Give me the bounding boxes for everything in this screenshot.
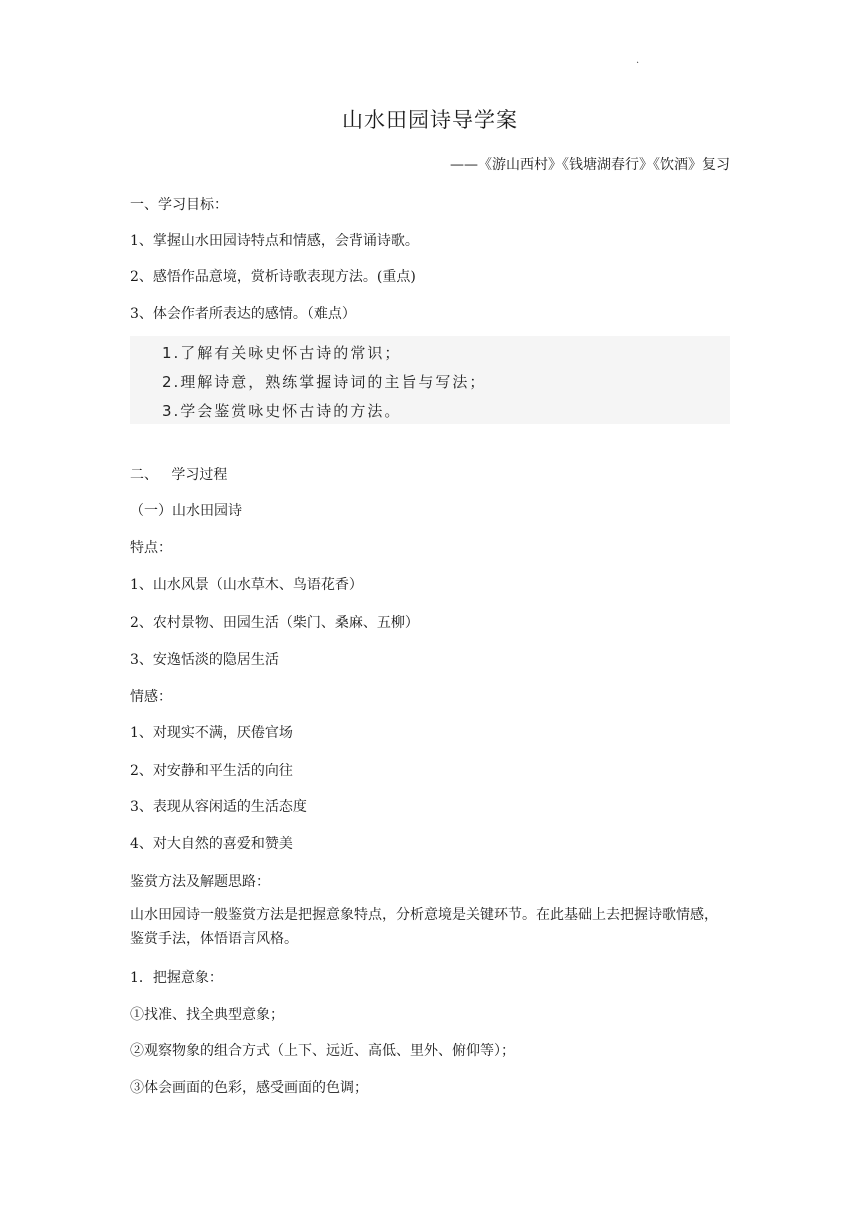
feature-item: 2、农村景物、田园生活（柴门、桑麻、五柳） (130, 615, 419, 631)
highlight-line: 1.了解有关咏史怀古诗的常识； (162, 344, 402, 362)
document-subtitle: ——《游山西村》《钱塘湖春行》《饮酒》复习 (450, 157, 730, 173)
document-title: 山水田园诗导学案 (342, 108, 518, 132)
emotion-item: 3、表现从容闲适的生活态度 (130, 799, 307, 815)
emotion-item: 4、对大自然的喜爱和赞美 (130, 836, 293, 852)
goal-item: 2、感悟作品意境，赏析诗歌表现方法。(重点) (130, 269, 416, 285)
emotion-item: 1、对现实不满，厌倦官场 (130, 725, 293, 741)
section-heading-process: 二、 学习过程 (130, 467, 228, 483)
highlight-line: 3.学会鉴赏咏史怀古诗的方法。 (162, 402, 402, 420)
section-heading-goals: 一、学习目标： (130, 197, 228, 213)
step1-item: ①找准、找全典型意象； (130, 1007, 284, 1023)
method-paragraph: 山水田园诗一般鉴赏方法是把握意象特点，分析意境是关键环节。在此基础上去把握诗歌情感，鉴赏手法，体悟语言风格。 (130, 907, 718, 947)
goal-item: 1、掌握山水田园诗特点和情感，会背诵诗歌。 (130, 233, 419, 249)
step1-label: 1．把握意象： (130, 970, 223, 986)
emotions-label: 情感： (130, 689, 172, 705)
corner-mark: · (636, 58, 640, 69)
subsection-heading: （一）山水田园诗 (130, 503, 242, 519)
feature-item: 1、山水风景（山水草木、鸟语花香） (130, 577, 363, 593)
step1-item: ③体会画面的色彩，感受画面的色调； (130, 1080, 368, 1096)
step1-item: ②观察物象的组合方式（上下、远近、高低、里外、俯仰等）； (130, 1043, 515, 1059)
features-label: 特点： (130, 540, 172, 556)
feature-item: 3、安逸恬淡的隐居生活 (130, 652, 279, 668)
goal-item: 3、体会作者所表达的感情。（难点） (130, 306, 356, 322)
emotion-item: 2、对安静和平生活的向往 (130, 763, 293, 779)
highlight-line: 2.理解诗意，熟练掌握诗词的主旨与写法； (162, 373, 487, 391)
method-label: 鉴赏方法及解题思路： (130, 874, 270, 890)
